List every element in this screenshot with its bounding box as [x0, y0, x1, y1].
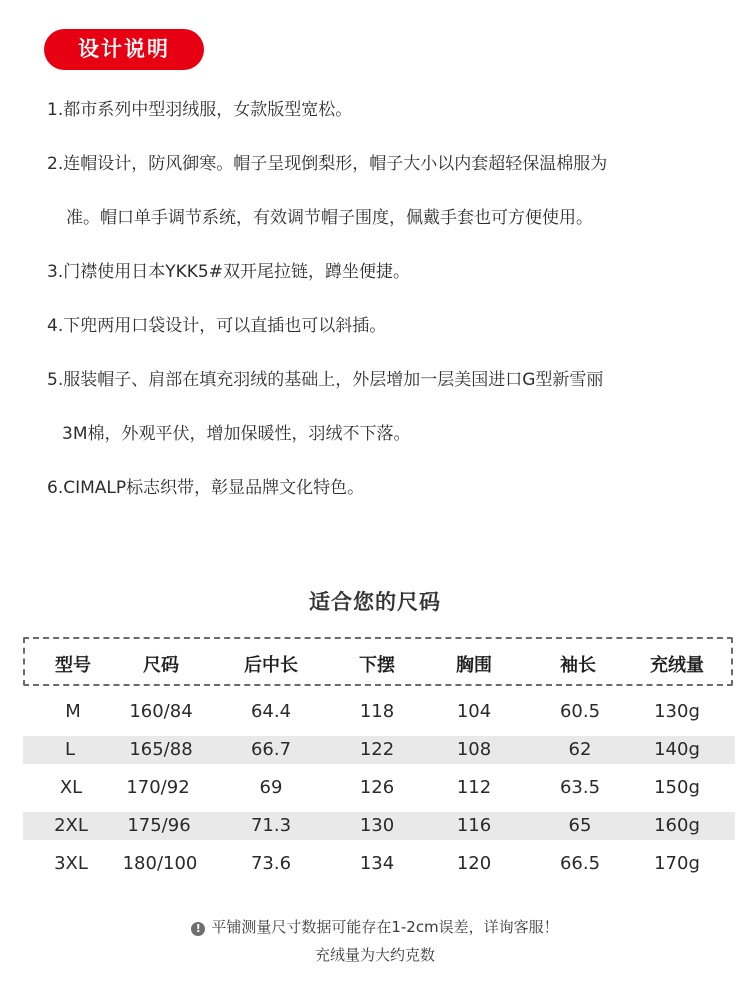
- cell-back-length: 69: [259, 777, 283, 798]
- cell-chest: 120: [456, 853, 492, 874]
- cell-fill-weight: 150g: [654, 777, 700, 798]
- header-fill-weight: 充绒量: [650, 655, 704, 676]
- header-sleeve: 袖长: [560, 655, 596, 676]
- design-notes-badge: 设计说明: [44, 29, 204, 70]
- cell-size: 180/100: [122, 853, 198, 874]
- cell-chest: 104: [456, 701, 492, 722]
- cell-model: M: [65, 701, 81, 722]
- header-size: 尺码: [143, 655, 179, 676]
- cell-back-length: 64.4: [250, 701, 292, 722]
- cell-size: 165/88: [129, 739, 193, 760]
- cell-model: 2XL: [54, 815, 88, 836]
- design-line-5: 5.服装帽子、肩部在填充羽绒的基础上，外层增加一层美国进口G型新雪丽: [47, 370, 604, 390]
- cell-fill-weight: 170g: [654, 853, 700, 874]
- header-hem: 下摆: [359, 655, 395, 676]
- cell-fill-weight: 130g: [654, 701, 700, 722]
- header-model: 型号: [55, 655, 91, 676]
- cell-chest: 116: [456, 815, 492, 836]
- design-line-5-cont: 3M棉，外观平伏，增加保暖性，羽绒不下落。: [62, 424, 411, 444]
- cell-model: L: [64, 739, 76, 760]
- cell-back-length: 66.7: [250, 739, 292, 760]
- design-line-2: 2.连帽设计，防风御寒。帽子呈现倒梨形，帽子大小以内套超轻保温棉服为: [47, 154, 608, 174]
- measurement-note-text: 平铺测量尺寸数据可能存在1-2cm误差，详询客服！: [211, 918, 559, 936]
- cell-model: XL: [59, 777, 83, 798]
- design-line-1: 1.都市系列中型羽绒服，女款版型宽松。: [47, 100, 353, 120]
- measurement-note: [0, 916, 750, 937]
- cell-sleeve: 63.5: [559, 777, 601, 798]
- cell-sleeve: 65: [568, 815, 592, 836]
- cell-chest: 112: [456, 777, 492, 798]
- cell-fill-weight: 140g: [654, 739, 700, 760]
- header-chest: 胸围: [456, 655, 492, 676]
- cell-hem: 130: [359, 815, 395, 836]
- cell-hem: 134: [359, 853, 395, 874]
- cell-hem: 122: [359, 739, 395, 760]
- cell-fill-weight: 160g: [654, 815, 700, 836]
- cell-sleeve: 66.5: [559, 853, 601, 874]
- cell-sleeve: 62: [568, 739, 592, 760]
- design-line-2-cont: 准。帽口单手调节系统，有效调节帽子围度，佩戴手套也可方便使用。: [66, 208, 593, 228]
- fill-weight-note: 充绒量为大约克数: [314, 946, 435, 964]
- cell-model: 3XL: [54, 853, 88, 874]
- design-line-3: 3.门襟使用日本YKK5#双开尾拉链，蹲坐便捷。: [47, 262, 410, 282]
- design-line-4: 4.下兜两用口袋设计，可以直插也可以斜插。: [47, 316, 387, 336]
- cell-sleeve: 60.5: [559, 701, 601, 722]
- header-back-length: 后中长: [244, 655, 298, 676]
- warning-icon: !: [191, 922, 205, 936]
- cell-hem: 118: [359, 701, 395, 722]
- cell-size: 160/84: [129, 701, 193, 722]
- design-line-6: 6.CIMALP标志织带，彰显品牌文化特色。: [47, 478, 365, 498]
- cell-size: 170/92: [126, 777, 190, 798]
- size-table-title: 适合您的尺码: [309, 590, 441, 614]
- cell-chest: 108: [456, 739, 492, 760]
- cell-size: 175/96: [127, 815, 191, 836]
- cell-back-length: 71.3: [250, 815, 292, 836]
- cell-hem: 126: [359, 777, 395, 798]
- cell-back-length: 73.6: [250, 853, 292, 874]
